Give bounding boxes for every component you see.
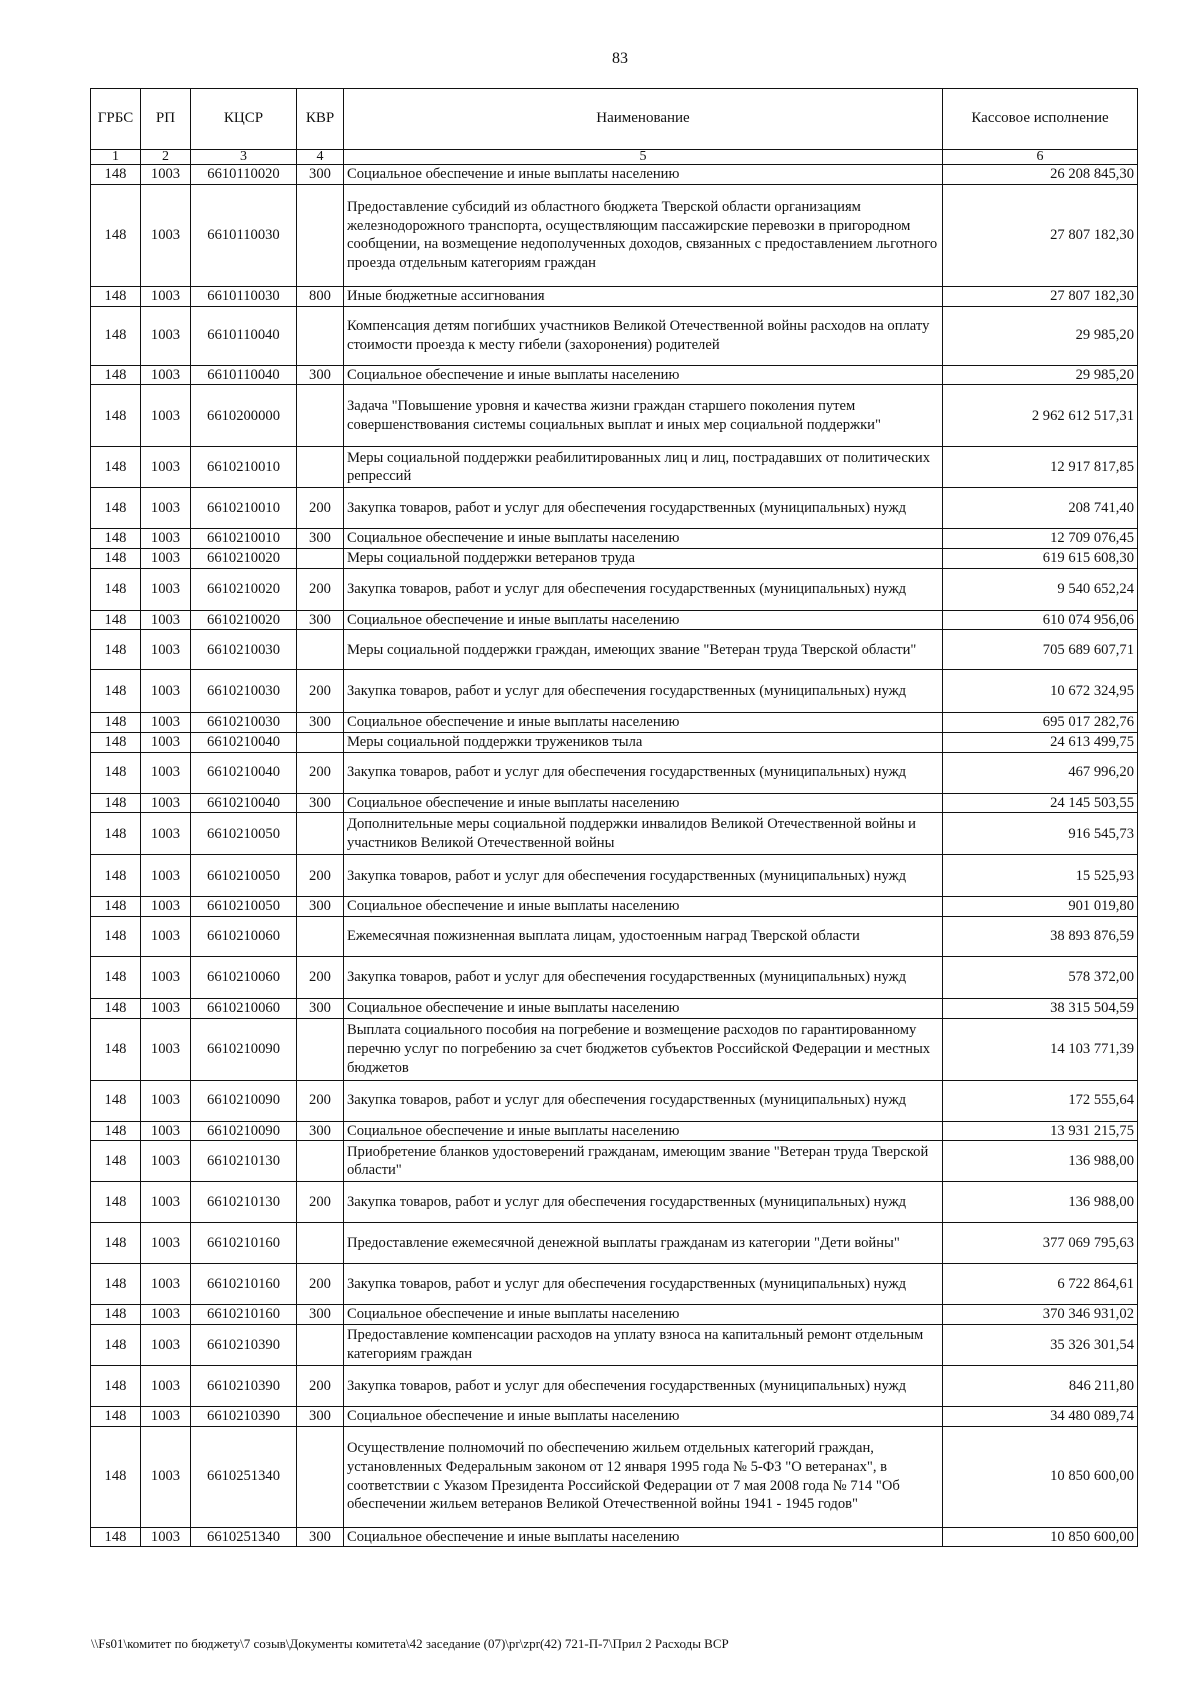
table-row [91, 1080, 1138, 1121]
cell-name: Меры социальной поддержки тружеников тыла [344, 733, 943, 753]
cell-amount: 38 315 504,59 [943, 999, 1138, 1019]
table-row [91, 1325, 1138, 1366]
cell-name: Меры социальной поддержки ветеранов труда [344, 549, 943, 569]
table-row [91, 365, 1138, 385]
cell-amount: 136 988,00 [943, 1182, 1138, 1223]
cell-grbs: 148 [91, 610, 141, 630]
cell-kcsr: 6610210390 [191, 1325, 297, 1366]
table-row [91, 447, 1138, 488]
cell-rp: 1003 [141, 917, 191, 957]
cell-grbs: 148 [91, 1366, 141, 1407]
cell-kcsr: 6610210010 [191, 488, 297, 529]
cell-kcsr: 6610210020 [191, 568, 297, 610]
cell-name: Дополнительные меры социальной поддержки инвалидов Великой Отечественной войны и участников Великой Отечественной войны [344, 813, 943, 855]
cell-kcsr: 6610210160 [191, 1305, 297, 1325]
table-row [91, 1264, 1138, 1305]
header-kvr: КВР [297, 89, 344, 150]
table-row [91, 813, 1138, 855]
cell-rp: 1003 [141, 306, 191, 365]
cell-kcsr: 6610110030 [191, 286, 297, 306]
cell-rp: 1003 [141, 813, 191, 855]
cell-grbs: 148 [91, 957, 141, 999]
cell-rp: 1003 [141, 447, 191, 488]
cell-kcsr: 6610210020 [191, 610, 297, 630]
cell-grbs: 148 [91, 488, 141, 529]
cell-kvr: 300 [297, 165, 344, 185]
table-row [91, 1527, 1138, 1547]
cell-name: Социальное обеспечение и иные выплаты населению [344, 1121, 943, 1141]
cell-name: Иные бюджетные ассигнования [344, 286, 943, 306]
cell-name: Закупка товаров, работ и услуг для обеспечения государственных (муниципальных) нужд [344, 957, 943, 999]
cell-rp: 1003 [141, 752, 191, 793]
cell-grbs: 148 [91, 1407, 141, 1427]
table-row [91, 1182, 1138, 1223]
cell-kvr: 200 [297, 568, 344, 610]
cell-rp: 1003 [141, 630, 191, 670]
cell-kvr: 300 [297, 897, 344, 917]
cell-amount: 12 709 076,45 [943, 529, 1138, 549]
table-row [91, 793, 1138, 813]
table-row [91, 957, 1138, 999]
header-name: Наименование [344, 89, 943, 150]
column-number: 5 [344, 150, 943, 165]
table-row [91, 713, 1138, 733]
cell-kvr: 300 [297, 999, 344, 1019]
cell-amount: 24 145 503,55 [943, 793, 1138, 813]
cell-name: Закупка товаров, работ и услуг для обеспечения государственных (муниципальных) нужд [344, 855, 943, 897]
cell-name: Закупка товаров, работ и услуг для обеспечения государственных (муниципальных) нужд [344, 752, 943, 793]
cell-amount: 29 985,20 [943, 306, 1138, 365]
cell-amount: 34 480 089,74 [943, 1407, 1138, 1427]
cell-kvr [297, 1223, 344, 1264]
cell-kcsr: 6610210050 [191, 813, 297, 855]
cell-kvr [297, 1141, 344, 1182]
cell-grbs: 148 [91, 917, 141, 957]
cell-grbs: 148 [91, 670, 141, 713]
cell-name: Задача "Повышение уровня и качества жизни граждан старшего поколения путем совершенствования системы социальных выплат и иных мер социальной поддержки" [344, 385, 943, 447]
cell-amount: 136 988,00 [943, 1141, 1138, 1182]
cell-kvr: 300 [297, 1407, 344, 1427]
cell-kvr [297, 1018, 344, 1080]
cell-name: Меры социальной поддержки реабилитированных лиц и лиц, пострадавших от политических репрессий [344, 447, 943, 488]
cell-grbs: 148 [91, 855, 141, 897]
table-row [91, 568, 1138, 610]
cell-kvr [297, 1426, 344, 1527]
cell-rp: 1003 [141, 1141, 191, 1182]
cell-name: Меры социальной поддержки граждан, имеющих звание "Ветеран труда Тверской области" [344, 630, 943, 670]
cell-grbs: 148 [91, 813, 141, 855]
cell-grbs: 148 [91, 447, 141, 488]
cell-rp: 1003 [141, 1305, 191, 1325]
cell-name: Социальное обеспечение и иные выплаты населению [344, 713, 943, 733]
cell-kvr: 200 [297, 1080, 344, 1121]
cell-amount: 172 555,64 [943, 1080, 1138, 1121]
cell-grbs: 148 [91, 184, 141, 286]
cell-kvr: 300 [297, 365, 344, 385]
cell-grbs: 148 [91, 1182, 141, 1223]
table-row [91, 1223, 1138, 1264]
table-row [91, 549, 1138, 569]
cell-grbs: 148 [91, 385, 141, 447]
cell-rp: 1003 [141, 529, 191, 549]
cell-grbs: 148 [91, 1121, 141, 1141]
cell-kcsr: 6610210050 [191, 855, 297, 897]
cell-name: Социальное обеспечение и иные выплаты населению [344, 999, 943, 1019]
cell-grbs: 148 [91, 306, 141, 365]
cell-kvr [297, 447, 344, 488]
cell-grbs: 148 [91, 793, 141, 813]
cell-rp: 1003 [141, 1018, 191, 1080]
cell-name: Закупка товаров, работ и услуг для обеспечения государственных (муниципальных) нужд [344, 1080, 943, 1121]
cell-rp: 1003 [141, 793, 191, 813]
header-kcsr: КЦСР [191, 89, 297, 150]
cell-kvr [297, 184, 344, 286]
table-row [91, 630, 1138, 670]
cell-rp: 1003 [141, 365, 191, 385]
cell-rp: 1003 [141, 1426, 191, 1527]
cell-kvr: 300 [297, 1121, 344, 1141]
cell-kvr: 200 [297, 1264, 344, 1305]
cell-rp: 1003 [141, 1121, 191, 1141]
column-number: 1 [91, 150, 141, 165]
cell-amount: 467 996,20 [943, 752, 1138, 793]
cell-kcsr: 6610210060 [191, 917, 297, 957]
cell-kcsr: 6610200000 [191, 385, 297, 447]
cell-kvr [297, 630, 344, 670]
cell-name: Ежемесячная пожизненная выплата лицам, удостоенным наград Тверской области [344, 917, 943, 957]
cell-name: Социальное обеспечение и иные выплаты населению [344, 793, 943, 813]
cell-rp: 1003 [141, 385, 191, 447]
table-body [91, 165, 1138, 1547]
table-row [91, 999, 1138, 1019]
cell-name: Компенсация детям погибших участников Великой Отечественной войны расходов на оплату стоимости проезда к месту гибели (захоронения) родителей [344, 306, 943, 365]
cell-kvr: 300 [297, 1305, 344, 1325]
cell-amount: 27 807 182,30 [943, 184, 1138, 286]
cell-kcsr: 6610210030 [191, 670, 297, 713]
cell-kcsr: 6610210010 [191, 529, 297, 549]
table-row [91, 1426, 1138, 1527]
cell-amount: 15 525,93 [943, 855, 1138, 897]
cell-amount: 610 074 956,06 [943, 610, 1138, 630]
cell-grbs: 148 [91, 286, 141, 306]
cell-amount: 619 615 608,30 [943, 549, 1138, 569]
cell-rp: 1003 [141, 488, 191, 529]
cell-rp: 1003 [141, 855, 191, 897]
cell-amount: 26 208 845,30 [943, 165, 1138, 185]
table-row [91, 1407, 1138, 1427]
cell-kcsr: 6610210060 [191, 957, 297, 999]
cell-rp: 1003 [141, 286, 191, 306]
cell-kvr: 300 [297, 713, 344, 733]
cell-kvr [297, 917, 344, 957]
cell-name: Социальное обеспечение и иные выплаты населению [344, 610, 943, 630]
cell-kvr: 200 [297, 957, 344, 999]
cell-rp: 1003 [141, 1325, 191, 1366]
cell-amount: 377 069 795,63 [943, 1223, 1138, 1264]
cell-amount: 35 326 301,54 [943, 1325, 1138, 1366]
cell-amount: 27 807 182,30 [943, 286, 1138, 306]
cell-kcsr: 6610110030 [191, 184, 297, 286]
cell-kcsr: 6610210040 [191, 733, 297, 753]
column-number: 3 [191, 150, 297, 165]
cell-rp: 1003 [141, 670, 191, 713]
footer-file-path: \\Fs01\комитет по бюджету\7 созыв\Документы комитета\42 заседание (07)\pr\zpr(42) 721-П-7\Прил 2 Расходы ВСР [91, 1636, 729, 1651]
table-row [91, 488, 1138, 529]
cell-name: Выплата социального пособия на погребение и возмещение расходов по гарантированному перечню услуг по погребению за счет бюджетов субъектов Российской Федерации и местных бюджетов [344, 1018, 943, 1080]
table-row [91, 286, 1138, 306]
table-row [91, 1305, 1138, 1325]
cell-amount: 10 850 600,00 [943, 1527, 1138, 1547]
cell-kcsr: 6610110040 [191, 365, 297, 385]
cell-kvr: 200 [297, 1366, 344, 1407]
cell-name: Закупка товаров, работ и услуг для обеспечения государственных (муниципальных) нужд [344, 568, 943, 610]
cell-amount: 2 962 612 517,31 [943, 385, 1138, 447]
cell-rp: 1003 [141, 957, 191, 999]
cell-name: Социальное обеспечение и иные выплаты населению [344, 897, 943, 917]
cell-amount: 901 019,80 [943, 897, 1138, 917]
cell-rp: 1003 [141, 713, 191, 733]
cell-rp: 1003 [141, 1527, 191, 1547]
cell-grbs: 148 [91, 1264, 141, 1305]
expenditure-table [90, 88, 1138, 1547]
table-row [91, 165, 1138, 185]
cell-amount: 846 211,80 [943, 1366, 1138, 1407]
column-number: 2 [141, 150, 191, 165]
cell-kcsr: 6610210390 [191, 1366, 297, 1407]
page-number: 83 [612, 50, 628, 67]
cell-grbs: 148 [91, 1080, 141, 1121]
header-grbs: ГРБС [91, 89, 141, 150]
cell-name: Предоставление компенсации расходов на уплату взноса на капитальный ремонт отдельным категориям граждан [344, 1325, 943, 1366]
table-header [91, 89, 1138, 165]
cell-name: Предоставление субсидий из областного бюджета Тверской области организациям железнодорожного транспорта, осуществляющим пассажирские перевозки в пригородном сообщении, на возмещение недополученных доходов, связанных с предоставлением льготного проезда отдельным категориям граждан [344, 184, 943, 286]
cell-kvr [297, 549, 344, 569]
cell-name: Закупка товаров, работ и услуг для обеспечения государственных (муниципальных) нужд [344, 670, 943, 713]
cell-grbs: 148 [91, 1018, 141, 1080]
cell-name: Социальное обеспечение и иные выплаты населению [344, 1527, 943, 1547]
cell-rp: 1003 [141, 999, 191, 1019]
cell-grbs: 148 [91, 1325, 141, 1366]
cell-amount: 9 540 652,24 [943, 568, 1138, 610]
table-row [91, 1366, 1138, 1407]
table-row [91, 855, 1138, 897]
cell-rp: 1003 [141, 549, 191, 569]
cell-grbs: 148 [91, 752, 141, 793]
column-number: 4 [297, 150, 344, 165]
cell-kcsr: 6610110040 [191, 306, 297, 365]
table-row [91, 1141, 1138, 1182]
cell-rp: 1003 [141, 1366, 191, 1407]
cell-kvr: 200 [297, 670, 344, 713]
cell-kcsr: 6610210030 [191, 630, 297, 670]
cell-rp: 1003 [141, 610, 191, 630]
cell-amount: 916 545,73 [943, 813, 1138, 855]
cell-kvr [297, 385, 344, 447]
cell-rp: 1003 [141, 184, 191, 286]
cell-name: Закупка товаров, работ и услуг для обеспечения государственных (муниципальных) нужд [344, 488, 943, 529]
cell-kvr [297, 1325, 344, 1366]
cell-kcsr: 6610210040 [191, 793, 297, 813]
cell-amount: 14 103 771,39 [943, 1018, 1138, 1080]
cell-grbs: 148 [91, 999, 141, 1019]
cell-grbs: 148 [91, 713, 141, 733]
cell-kvr: 300 [297, 610, 344, 630]
table-row [91, 733, 1138, 753]
cell-amount: 12 917 817,85 [943, 447, 1138, 488]
cell-kcsr: 6610210160 [191, 1264, 297, 1305]
cell-rp: 1003 [141, 1182, 191, 1223]
cell-kvr: 800 [297, 286, 344, 306]
table-row [91, 897, 1138, 917]
table-row [91, 752, 1138, 793]
table-row [91, 306, 1138, 365]
table-row [91, 385, 1138, 447]
header-amount: Кассовое исполнение [943, 89, 1138, 150]
cell-kcsr: 6610210010 [191, 447, 297, 488]
cell-kcsr: 6610251340 [191, 1426, 297, 1527]
cell-name: Социальное обеспечение и иные выплаты населению [344, 1407, 943, 1427]
cell-amount: 24 613 499,75 [943, 733, 1138, 753]
cell-name: Социальное обеспечение и иные выплаты населению [344, 529, 943, 549]
cell-rp: 1003 [141, 1080, 191, 1121]
cell-kcsr: 6610210050 [191, 897, 297, 917]
cell-kcsr: 6610210130 [191, 1141, 297, 1182]
cell-grbs: 148 [91, 568, 141, 610]
column-number: 6 [943, 150, 1138, 165]
cell-kcsr: 6610251340 [191, 1527, 297, 1547]
cell-kvr [297, 813, 344, 855]
cell-name: Предоставление ежемесячной денежной выплаты гражданам из категории "Дети войны" [344, 1223, 943, 1264]
cell-grbs: 148 [91, 1305, 141, 1325]
cell-rp: 1003 [141, 897, 191, 917]
table-row [91, 1121, 1138, 1141]
cell-name: Закупка товаров, работ и услуг для обеспечения государственных (муниципальных) нужд [344, 1264, 943, 1305]
cell-name: Закупка товаров, работ и услуг для обеспечения государственных (муниципальных) нужд [344, 1182, 943, 1223]
cell-amount: 6 722 864,61 [943, 1264, 1138, 1305]
cell-amount: 695 017 282,76 [943, 713, 1138, 733]
cell-grbs: 148 [91, 1141, 141, 1182]
cell-name: Социальное обеспечение и иные выплаты населению [344, 365, 943, 385]
cell-grbs: 148 [91, 1223, 141, 1264]
cell-grbs: 148 [91, 529, 141, 549]
cell-grbs: 148 [91, 1426, 141, 1527]
table-row [91, 610, 1138, 630]
cell-amount: 10 850 600,00 [943, 1426, 1138, 1527]
cell-amount: 10 672 324,95 [943, 670, 1138, 713]
cell-kcsr: 6610210160 [191, 1223, 297, 1264]
cell-amount: 370 346 931,02 [943, 1305, 1138, 1325]
cell-kcsr: 6610210090 [191, 1121, 297, 1141]
cell-kcsr: 6610210030 [191, 713, 297, 733]
cell-name: Социальное обеспечение и иные выплаты населению [344, 1305, 943, 1325]
cell-grbs: 148 [91, 365, 141, 385]
cell-kcsr: 6610210040 [191, 752, 297, 793]
cell-kcsr: 6610210090 [191, 1018, 297, 1080]
cell-amount: 578 372,00 [943, 957, 1138, 999]
cell-kvr: 200 [297, 488, 344, 529]
cell-amount: 38 893 876,59 [943, 917, 1138, 957]
table-row [91, 917, 1138, 957]
table-row [91, 1018, 1138, 1080]
table-row [91, 184, 1138, 286]
cell-grbs: 148 [91, 165, 141, 185]
cell-rp: 1003 [141, 1223, 191, 1264]
cell-kcsr: 6610110020 [191, 165, 297, 185]
cell-kvr: 200 [297, 1182, 344, 1223]
cell-kvr: 300 [297, 529, 344, 549]
cell-rp: 1003 [141, 1264, 191, 1305]
cell-name: Приобретение бланков удостоверений гражданам, имеющим звание "Ветеран труда Тверской области" [344, 1141, 943, 1182]
cell-name: Закупка товаров, работ и услуг для обеспечения государственных (муниципальных) нужд [344, 1366, 943, 1407]
cell-kcsr: 6610210020 [191, 549, 297, 569]
cell-amount: 705 689 607,71 [943, 630, 1138, 670]
cell-kcsr: 6610210130 [191, 1182, 297, 1223]
table-row [91, 670, 1138, 713]
cell-name: Социальное обеспечение и иные выплаты населению [344, 165, 943, 185]
cell-kcsr: 6610210090 [191, 1080, 297, 1121]
cell-grbs: 148 [91, 897, 141, 917]
cell-kcsr: 6610210390 [191, 1407, 297, 1427]
cell-kvr: 200 [297, 855, 344, 897]
cell-kvr [297, 733, 344, 753]
table-row [91, 529, 1138, 549]
cell-amount: 13 931 215,75 [943, 1121, 1138, 1141]
cell-kvr [297, 306, 344, 365]
cell-grbs: 148 [91, 630, 141, 670]
cell-grbs: 148 [91, 1527, 141, 1547]
cell-grbs: 148 [91, 733, 141, 753]
cell-name: Осуществление полномочий по обеспечению жильем отдельных категорий граждан, установленных Федеральным законом от 12 января 1995 года № 5-ФЗ "О ветеранах", в соответствии с Указом Президента Российской Федерации от 7 мая 2008 года № 714 "Об обеспечении жильем ветеранов Великой Отечественной войны 1941 - 1945 годов" [344, 1426, 943, 1527]
cell-kcsr: 6610210060 [191, 999, 297, 1019]
cell-grbs: 148 [91, 549, 141, 569]
cell-kvr: 300 [297, 1527, 344, 1547]
cell-rp: 1003 [141, 165, 191, 185]
cell-amount: 208 741,40 [943, 488, 1138, 529]
cell-rp: 1003 [141, 733, 191, 753]
cell-kvr: 300 [297, 793, 344, 813]
header-rp: РП [141, 89, 191, 150]
cell-amount: 29 985,20 [943, 365, 1138, 385]
cell-kvr: 200 [297, 752, 344, 793]
cell-rp: 1003 [141, 568, 191, 610]
cell-rp: 1003 [141, 1407, 191, 1427]
